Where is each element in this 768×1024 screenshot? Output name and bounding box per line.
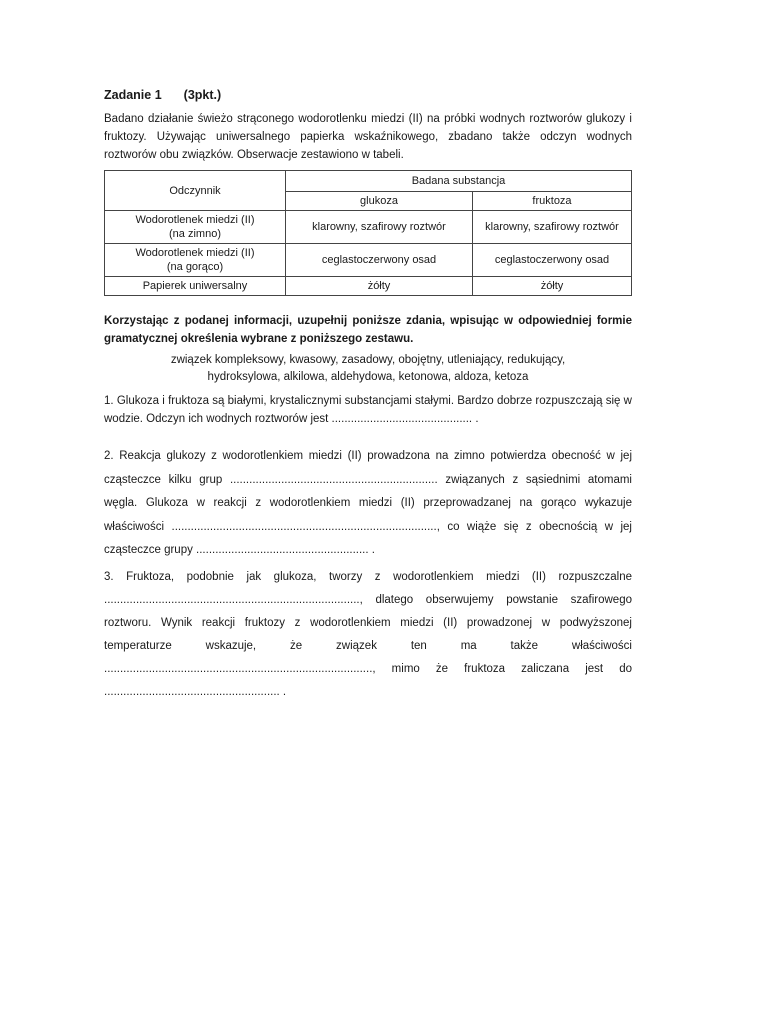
sentence-1: 1. Glukoza i fruktoza są białymi, krystalicznymi substancjami stałymi. Bardzo dobrze rozpuszczają się w wodzie. Odczyn ich wodnych roztworów jest ............................................ . <box>104 395 632 425</box>
fructose-cell: żółty <box>473 277 632 296</box>
table-row <box>105 211 632 244</box>
intro-paragraph: Badano działanie świeżo strąconego wodorotlenku miedzi (II) na próbki wodnych roztworów glukozy i fruktozy. Używając uniwersalnego papierka wskaźnikowego, zbadano także odczyn wodnych roztworów obu związków. Obserwacje zestawiono w tabeli. <box>104 113 632 161</box>
instruction-paragraph: Korzystając z podanej informacji, uzupełnij poniższe zdania, wpisując w odpowiedniej formie gramatycznej określenia wybrane z poniższego zestawu. <box>104 315 632 345</box>
terms-line: związek kompleksowy, kwasowy, zasadowy, obojętny, utleniający, redukujący, <box>170 354 566 366</box>
fructose-cell: klarowny, szafirowy roztwór <box>473 211 632 244</box>
reagent-cell <box>105 244 286 277</box>
header-reagent: Odczynnik <box>105 171 286 211</box>
task-number: Zadanie 1 <box>104 88 162 102</box>
task-points: (3pkt.) <box>183 88 222 102</box>
header-substance: Badana substancja <box>286 171 632 192</box>
glucose-cell: ceglastoczerwony osad <box>286 244 473 277</box>
reagent-cell <box>105 211 286 244</box>
reagent-cell: Papierek uniwersalny <box>105 277 286 296</box>
reagent-condition: (na gorąco) <box>166 261 224 273</box>
fructose-cell: ceglastoczerwony osad <box>473 244 632 277</box>
table-row <box>105 277 632 296</box>
terms-list <box>104 352 632 386</box>
sentence-3: 3. Fruktoza, podobnie jak glukoza, tworzy z wodorotlenkiem miedzi (II) rozpuszczalne ................................................................................, dlatego obserwujemy powstanie szafirowego roztworu. Wynik reakcji fruktozy z wodorotlenkiem miedzi (II) prowadzonej w podwyższonej temperaturze wskazuje, że związek ten ma także właściwości ...................................................................................., mimo że fruktoza zaliczana jest do ....................................................... . <box>104 571 632 698</box>
glucose-cell: klarowny, szafirowy roztwór <box>286 211 473 244</box>
reagent-name: Wodorotlenek miedzi (II) <box>135 247 255 259</box>
table-header-row <box>105 171 632 192</box>
glucose-cell: żółty <box>286 277 473 296</box>
sentence-2: 2. Reakcja glukozy z wodorotlenkiem miedzi (II) prowadzona na zimno potwierdza obecność w jej cząsteczce kilku grup ................................................................. związanych z sąsiednimi atomami węgla. Glukoza w reakcji z wodorotlenkiem miedzi (II) przeprowadzanej na gorąco wykazuje właściwości ..................................................................................., co wiąże się z obecnością w jej cząsteczce grupy ...................................................... . <box>104 450 632 556</box>
terms-line: hydroksylowa, alkilowa, aldehydowa, ketonowa, aldoza, ketoza <box>207 371 529 383</box>
reagent-condition: (na zimno) <box>169 228 221 240</box>
observations-table <box>104 170 632 296</box>
header-glucose: glukoza <box>286 192 473 211</box>
reagent-name: Wodorotlenek miedzi (II) <box>135 214 255 226</box>
header-fructose: fruktoza <box>473 192 632 211</box>
table-row <box>105 244 632 277</box>
task-title <box>104 88 221 102</box>
